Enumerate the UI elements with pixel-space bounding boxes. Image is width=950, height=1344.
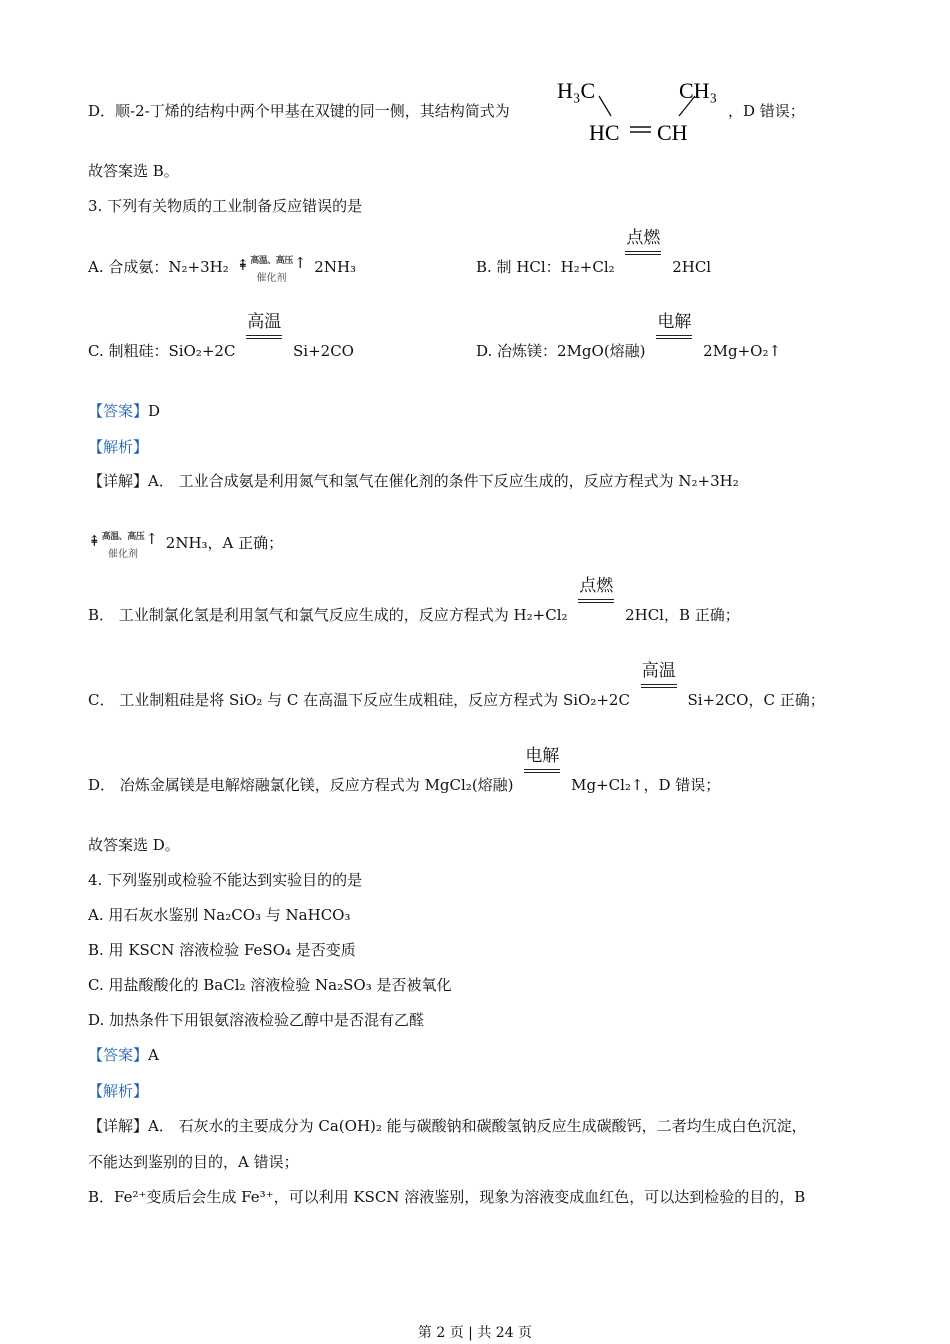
q4-stem: 4. 下列鉴别或检验不能达到实验目的的是	[88, 871, 363, 889]
q3-option-b: B. 制 HCl：H₂+Cl₂ 点燃 2HCl	[476, 228, 712, 276]
detail3-a-line1: 【详解】A． 工业合成氨是利用氮气和氢气在催化剂的条件下反应生成的，反应方程式为 N₂+3H₂	[88, 472, 739, 490]
cis-2-butene-structure	[555, 72, 725, 152]
structure-h3c: H₃C	[557, 78, 596, 103]
q4-option-a: A. 用石灰水鉴别 Na₂CO₃ 与 NaHCO₃	[88, 906, 351, 924]
condition-electrolysis: 电解	[654, 342, 694, 362]
conclusion-b: 故答案选 B。	[88, 162, 179, 180]
q4-option-d: D. 加热条件下用银氨溶液检验乙醇中是否混有乙醛	[88, 1011, 425, 1029]
condition-ignite: 点燃	[623, 258, 663, 278]
condition-high-temp: 高温	[639, 691, 679, 711]
reversible-arrow-icon: ⇞ 高温、高压 催化剂 ↑	[88, 530, 158, 560]
conclusion-d: 故答案选 D。	[88, 836, 180, 854]
analysis4-tag: 【解析】	[88, 1082, 149, 1100]
q3-option-d: D. 冶炼镁：2MgO(熔融) 电解 2Mg+O₂↑	[476, 312, 782, 360]
answer4: 【答案】A	[88, 1046, 159, 1064]
detail4-a-line1: 【详解】A． 石灰水的主要成分为 Ca(OH)₂ 能与碳酸钠和碳酸氢钠反应生成碳酸钙，二者均生成白色沉淀，	[88, 1117, 807, 1135]
condition-electrolysis: 电解	[522, 776, 562, 796]
detail4-b: B．Fe²⁺变质后会生成 Fe³⁺，可以利用 KSCN 溶液鉴别，现象为溶液变成血红色，可以达到检验的目的，B	[88, 1188, 806, 1206]
structure-ch: CH	[657, 120, 688, 145]
condition-ignite: 点燃	[576, 606, 616, 626]
analysis3-tag: 【解析】	[88, 438, 149, 456]
structure-ch3: CH₃	[679, 78, 718, 103]
detail4-a-line2: 不能达到鉴别的目的，A 错误；	[88, 1153, 299, 1171]
q3-stem: 3. 下列有关物质的工业制备反应错误的是	[88, 197, 363, 215]
page-footer: 第 2 页 | 共 24 页	[417, 1325, 533, 1341]
answer3: 【答案】D	[88, 402, 161, 420]
reversible-arrow-icon: ⇞ 高温、高压 催化剂 ↑	[236, 254, 307, 284]
q3-option-a: A. 合成氨：N₂+3H₂ ⇞ 高温、高压 催化剂 ↑ 2NH₃	[88, 254, 357, 284]
q4-option-b: B. 用 KSCN 溶液检验 FeSO₄ 是否变质	[88, 941, 356, 959]
option-d-prev: D．顺-2-丁烯的结构中两个甲基在双键的同一侧，其结构简式为	[88, 102, 510, 120]
option-d-prev-tail: ，D 错误；	[728, 102, 805, 120]
q3-option-c: C. 制粗硅：SiO₂+2C 高温 Si+2CO	[88, 312, 354, 360]
condition-high-temp: 高温	[244, 342, 284, 362]
q4-option-c: C. 用盐酸酸化的 BaCl₂ 溶液检验 Na₂SO₃ 是否被氧化	[88, 976, 452, 994]
detail3-c: C． 工业制粗硅是将 SiO₂ 与 C 在高温下反应生成粗硅，反应方程式为 SiO₂+2C 高温 Si+2CO，C 正确；	[88, 661, 825, 709]
structure-hc: HC	[589, 120, 620, 145]
detail3-b: B． 工业制氯化氢是利用氢气和氯气反应生成的，反应方程式为 H₂+Cl₂ 点燃 2HCl，B 正确；	[88, 576, 740, 624]
detail3-d: D． 冶炼金属镁是电解熔融氯化镁，反应方程式为 MgCl₂(熔融) 电解 Mg+Cl₂↑，D 错误；	[88, 746, 721, 794]
detail3-a-line2: ⇞ 高温、高压 催化剂 ↑ 2NH₃，A 正确；	[88, 530, 284, 560]
